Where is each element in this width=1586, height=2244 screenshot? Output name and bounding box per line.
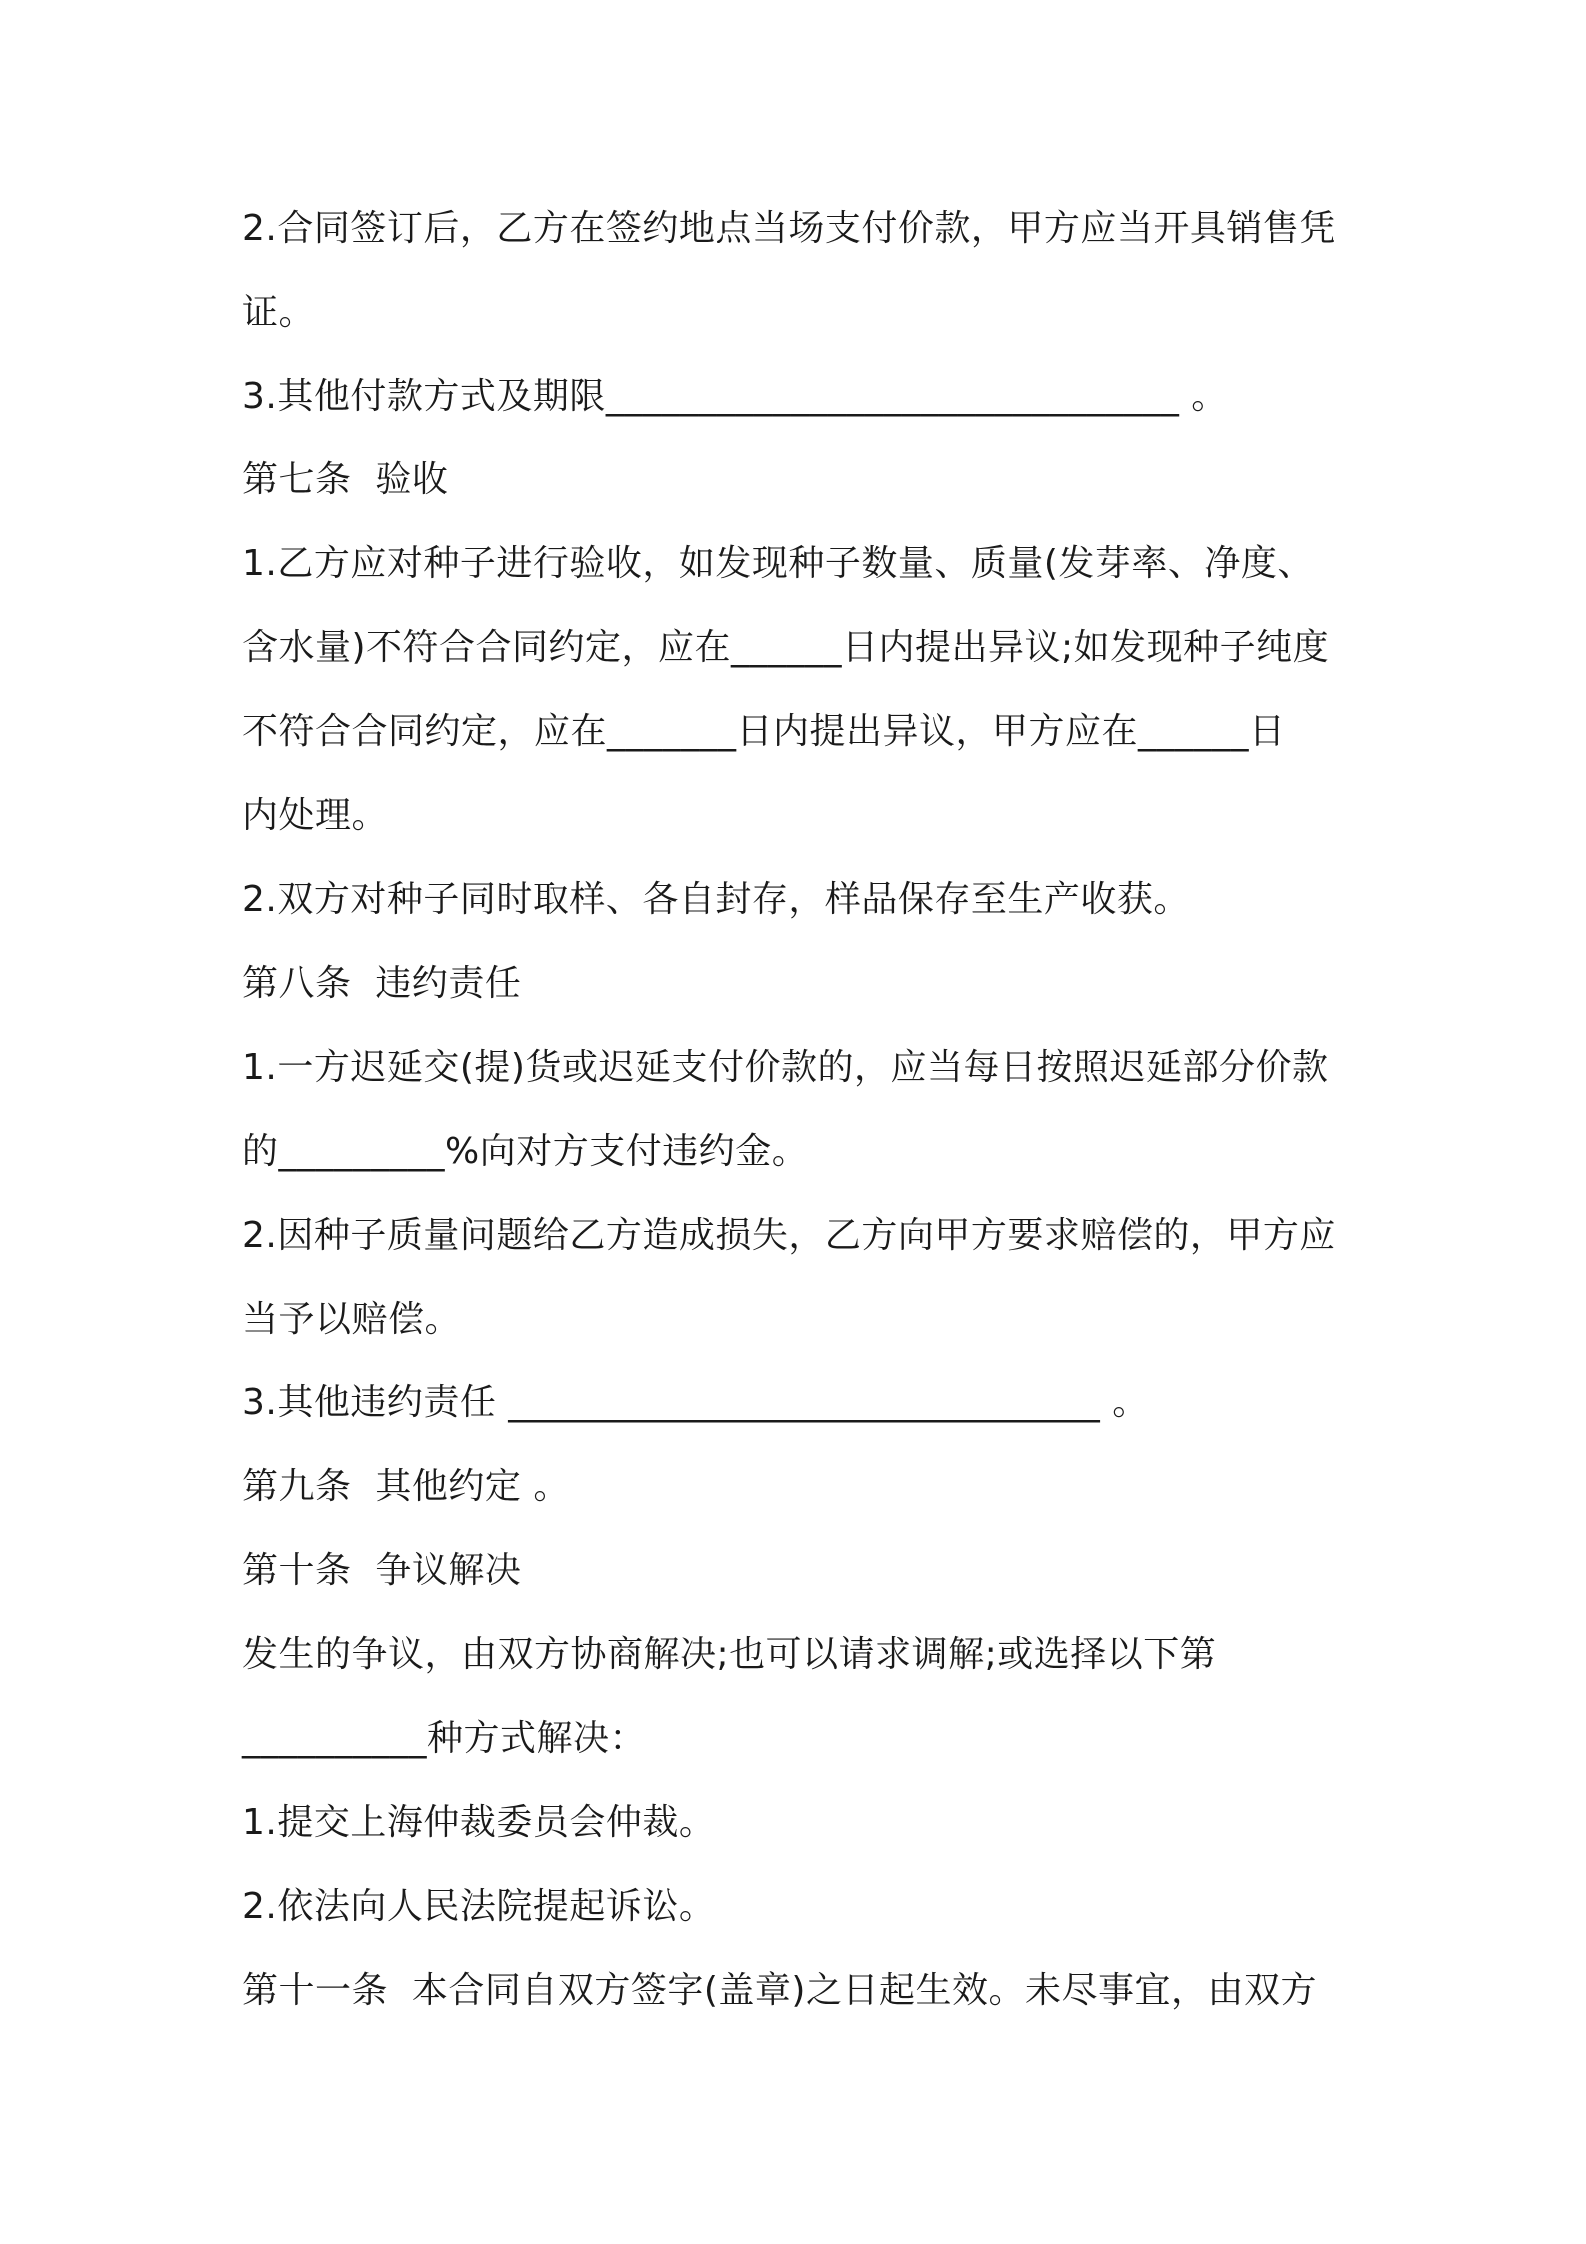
inspection-clause-2: 2.双方对种子同时取样、各自封存，样品保存至生产收获。 <box>242 879 1190 920</box>
dispute-intro-cont: __________种方式解决： <box>242 1718 647 1759</box>
liability-clause-3: 3.其他违约责任 ________________________________ 。 <box>242 1382 1149 1423</box>
dispute-intro: 发生的争议，由双方协商解决;也可以请求调解;或选择以下第 <box>242 1634 1217 1675</box>
inspection-clause-1: 1.乙方应对种子进行验收，如发现种子数量、质量(发芽率、净度、 <box>242 543 1314 584</box>
article-9-heading: 第九条 其他约定 。 <box>242 1466 570 1507</box>
article-10-heading: 第十条 争议解决 <box>242 1550 522 1591</box>
article-11-text: 第十一条 本合同自双方签字(盖章)之日起生效。未尽事宜，由双方 <box>242 1970 1317 2011</box>
liability-clause-1-cont: 的_________%向对方支付违约金。 <box>242 1131 809 1172</box>
liability-clause-2-cont: 当予以赔偿。 <box>242 1299 462 1340</box>
inspection-clause-1-cont-b: 不符合合同约定，应在_______日内提出异议，甲方应在______日 <box>242 711 1286 752</box>
inspection-clause-1-cont-a: 含水量)不符合合同约定，应在______日内提出异议;如发现种子纯度 <box>242 627 1330 668</box>
payment-clause-2-cont: 证。 <box>242 292 316 333</box>
inspection-clause-1-cont-c: 内处理。 <box>242 795 389 836</box>
liability-clause-2: 2.因种子质量问题给乙方造成损失，乙方向甲方要求赔偿的，甲方应 <box>242 1215 1336 1256</box>
dispute-option-2: 2.依法向人民法院提起诉讼。 <box>242 1886 716 1927</box>
payment-clause-3: 3.其他付款方式及期限_______________________________ 。 <box>242 376 1228 417</box>
dispute-option-1: 1.提交上海仲裁委员会仲裁。 <box>242 1802 716 1843</box>
payment-clause-2: 2.合同签订后，乙方在签约地点当场支付价款，甲方应当开具销售凭 <box>242 208 1336 249</box>
article-8-heading: 第八条 违约责任 <box>242 963 522 1004</box>
article-7-heading: 第七条 验收 <box>242 459 449 500</box>
liability-clause-1: 1.一方迟延交(提)货或迟延支付价款的，应当每日按照迟延部分价款 <box>242 1047 1329 1088</box>
